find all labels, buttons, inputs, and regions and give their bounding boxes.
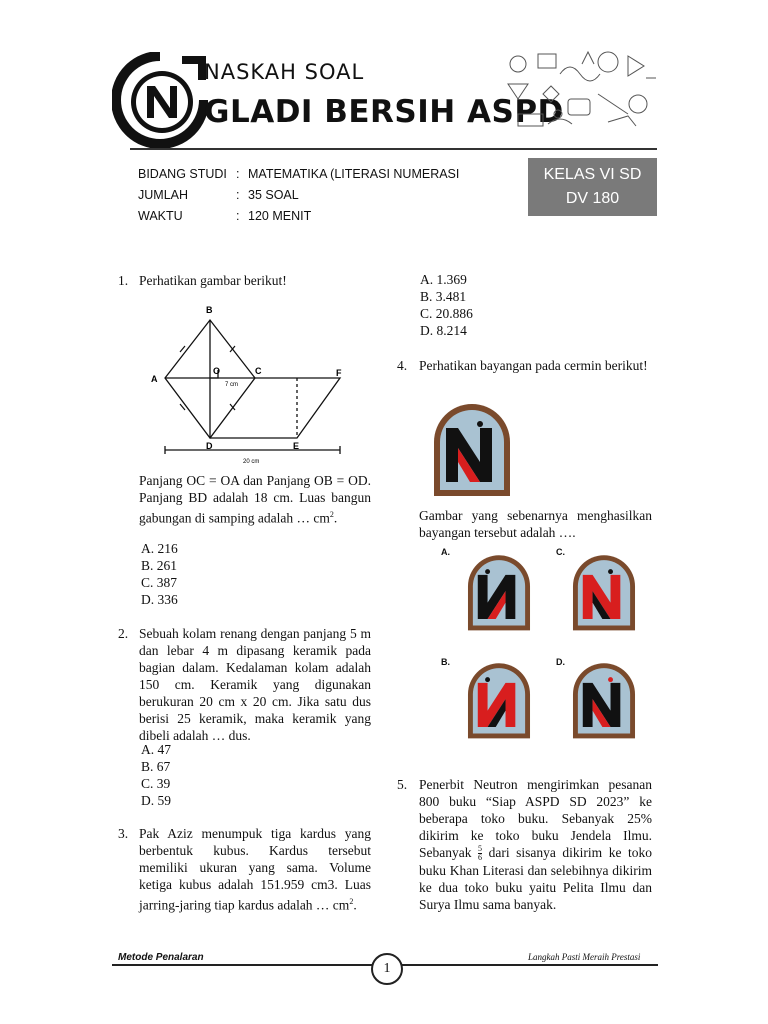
choice-label-b: B. — [441, 657, 450, 667]
q1-prompt: Perhatikan gambar berikut! — [139, 273, 287, 288]
footer-right-text: Langkah Pasti Meraih Prestasi — [528, 952, 641, 962]
q5-body: Penerbit Neutron mengirimkan pesanan 800 buku “Siap ASPD SD 2023” ke beberapa toko buku. Sebanyak 25% dikirim ke toko buku Jendela Ilmu. Sebanyak $\frac{5}{6}$ dari sisanya dikirim ke toko buku Khan Literasi dan selebihnya dikirim ke dua toko buku yaitu Pelita Ilmu dan Surya Ilmu sama banyak. — [419, 777, 652, 913]
header-title-line1: NASKAH SOAL — [204, 60, 365, 84]
label-d: D — [206, 441, 213, 451]
q4-prompt: Perhatikan bayangan pada cermin berikut! — [419, 358, 648, 373]
choice-c-figure — [569, 552, 639, 632]
option: B. 261 — [141, 558, 178, 573]
q1-body: Panjang OC = OA dan Panjang OB = OD. Panjang BD adalah 18 cm. Luas bangun gabungan di samping adalah … $cm^2$. — [139, 473, 371, 526]
info-row: WAKTU : 120 MENIT — [138, 209, 312, 223]
label-e: E — [293, 441, 300, 451]
option: B. 67 — [141, 759, 171, 774]
option: D. 336 — [141, 592, 178, 607]
option: C. 20.886 — [420, 306, 473, 321]
option: A. 1.369 — [420, 272, 467, 287]
q1-options — [141, 540, 178, 608]
option: C. 387 — [141, 575, 178, 590]
q4-number: 4. — [397, 358, 408, 373]
option: D. 8.214 — [420, 323, 467, 338]
label-b: B — [206, 305, 213, 315]
q2-number: 2. — [118, 626, 129, 641]
choice-label-d: D. — [556, 657, 565, 667]
q3-options — [420, 271, 473, 339]
info-row: JUMLAH : 35 SOAL — [138, 188, 299, 202]
option: A. 47 — [141, 742, 171, 757]
footer-left-text: Metode Penalaran — [118, 952, 204, 963]
option: D. 59 — [141, 793, 171, 808]
q3-body: Pak Aziz menumpuk tiga kardus yang berbentuk kubus. Kardus tersebut memiliki ukuran yang sama. Volume ketiga kubus adalah 151.959 cm3. Luas jarring-jaring tiap kardus adalah … $cm^2$. — [139, 826, 371, 913]
fraction: $\frac{5}{6}$ — [478, 844, 483, 863]
header-title-line2: GLADI BERSIH ASPD — [204, 94, 564, 130]
label-o: O — [213, 366, 221, 376]
q2-options — [141, 741, 171, 809]
choice-b-figure — [464, 660, 534, 740]
choice-a-figure — [464, 552, 534, 632]
label-a: A — [151, 374, 158, 384]
label-c: C — [255, 366, 262, 376]
header-rule — [130, 148, 657, 150]
q2-body: Sebuah kolam renang dengan panjang 5 m dan lebar 4 m dipasang keramik pada bagian dalam. Kedalaman kolam adalah 150 cm. Keramik yang digunakan berukuran 20 cm x 20 cm. Jika satu dus berisi 25 keramik, maka keramik yang dibeli adalah … dus. — [139, 626, 371, 743]
q1-number: 1. — [118, 273, 129, 288]
mirror-image-figure — [430, 400, 514, 498]
choice-label-c: C. — [556, 547, 565, 557]
class-badge: KELAS VI SD DV 180 — [528, 158, 657, 216]
choice-d-figure — [569, 660, 639, 740]
label-oc-length: 7 cm — [225, 382, 239, 388]
info-row: BIDANG STUDI : MATEMATIKA (LITERASI NUMERASI — [138, 167, 460, 181]
q4-question: Gambar yang sebenarnya menghasilkan bayangan tersebut adalah …. — [419, 508, 652, 540]
option: A. 216 — [141, 541, 178, 556]
label-f: F — [336, 368, 342, 378]
q3-number: 3. — [118, 826, 129, 841]
doodle-illustration-icon — [498, 44, 658, 136]
brand-logo-icon — [112, 52, 208, 148]
q5-number: 5. — [397, 777, 408, 792]
page-number: 1 — [371, 953, 403, 985]
option: C. 39 — [141, 776, 171, 791]
option: B. 3.481 — [420, 289, 467, 304]
q1-geometry-figure — [145, 298, 365, 468]
choice-label-a: A. — [441, 547, 450, 557]
label-width: 20 cm — [243, 459, 260, 465]
exam-info — [138, 164, 459, 227]
